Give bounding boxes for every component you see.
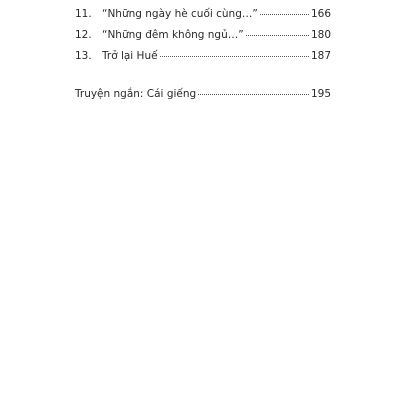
toc-short-story-page: 195 bbox=[310, 88, 331, 100]
toc-entry-number: 12. bbox=[75, 29, 92, 41]
toc-entry-title: “Những ngày hè cuối cùng…” bbox=[102, 8, 258, 20]
toc-entry bbox=[75, 29, 331, 42]
toc-entry-number: 13. bbox=[75, 50, 92, 62]
toc-entry-page: 180 bbox=[310, 29, 331, 41]
toc-entry bbox=[75, 8, 331, 21]
toc-entry-title: Trở lại Huế bbox=[102, 50, 158, 62]
toc-entry-page: 187 bbox=[310, 50, 331, 62]
toc-entry bbox=[75, 50, 331, 63]
toc-dot-leader bbox=[160, 56, 309, 57]
toc-entry-page: 166 bbox=[310, 8, 331, 20]
toc-dot-leader bbox=[198, 94, 309, 95]
toc-dot-leader bbox=[246, 35, 309, 36]
toc-dot-leader bbox=[260, 14, 309, 15]
toc-short-story-entry bbox=[75, 88, 331, 101]
toc-entry-title: “Những đêm không ngủ…” bbox=[102, 29, 244, 41]
toc-short-story-title: Truyện ngắn: Cái giếng bbox=[75, 88, 197, 100]
toc-entry-number: 11. bbox=[75, 8, 92, 20]
